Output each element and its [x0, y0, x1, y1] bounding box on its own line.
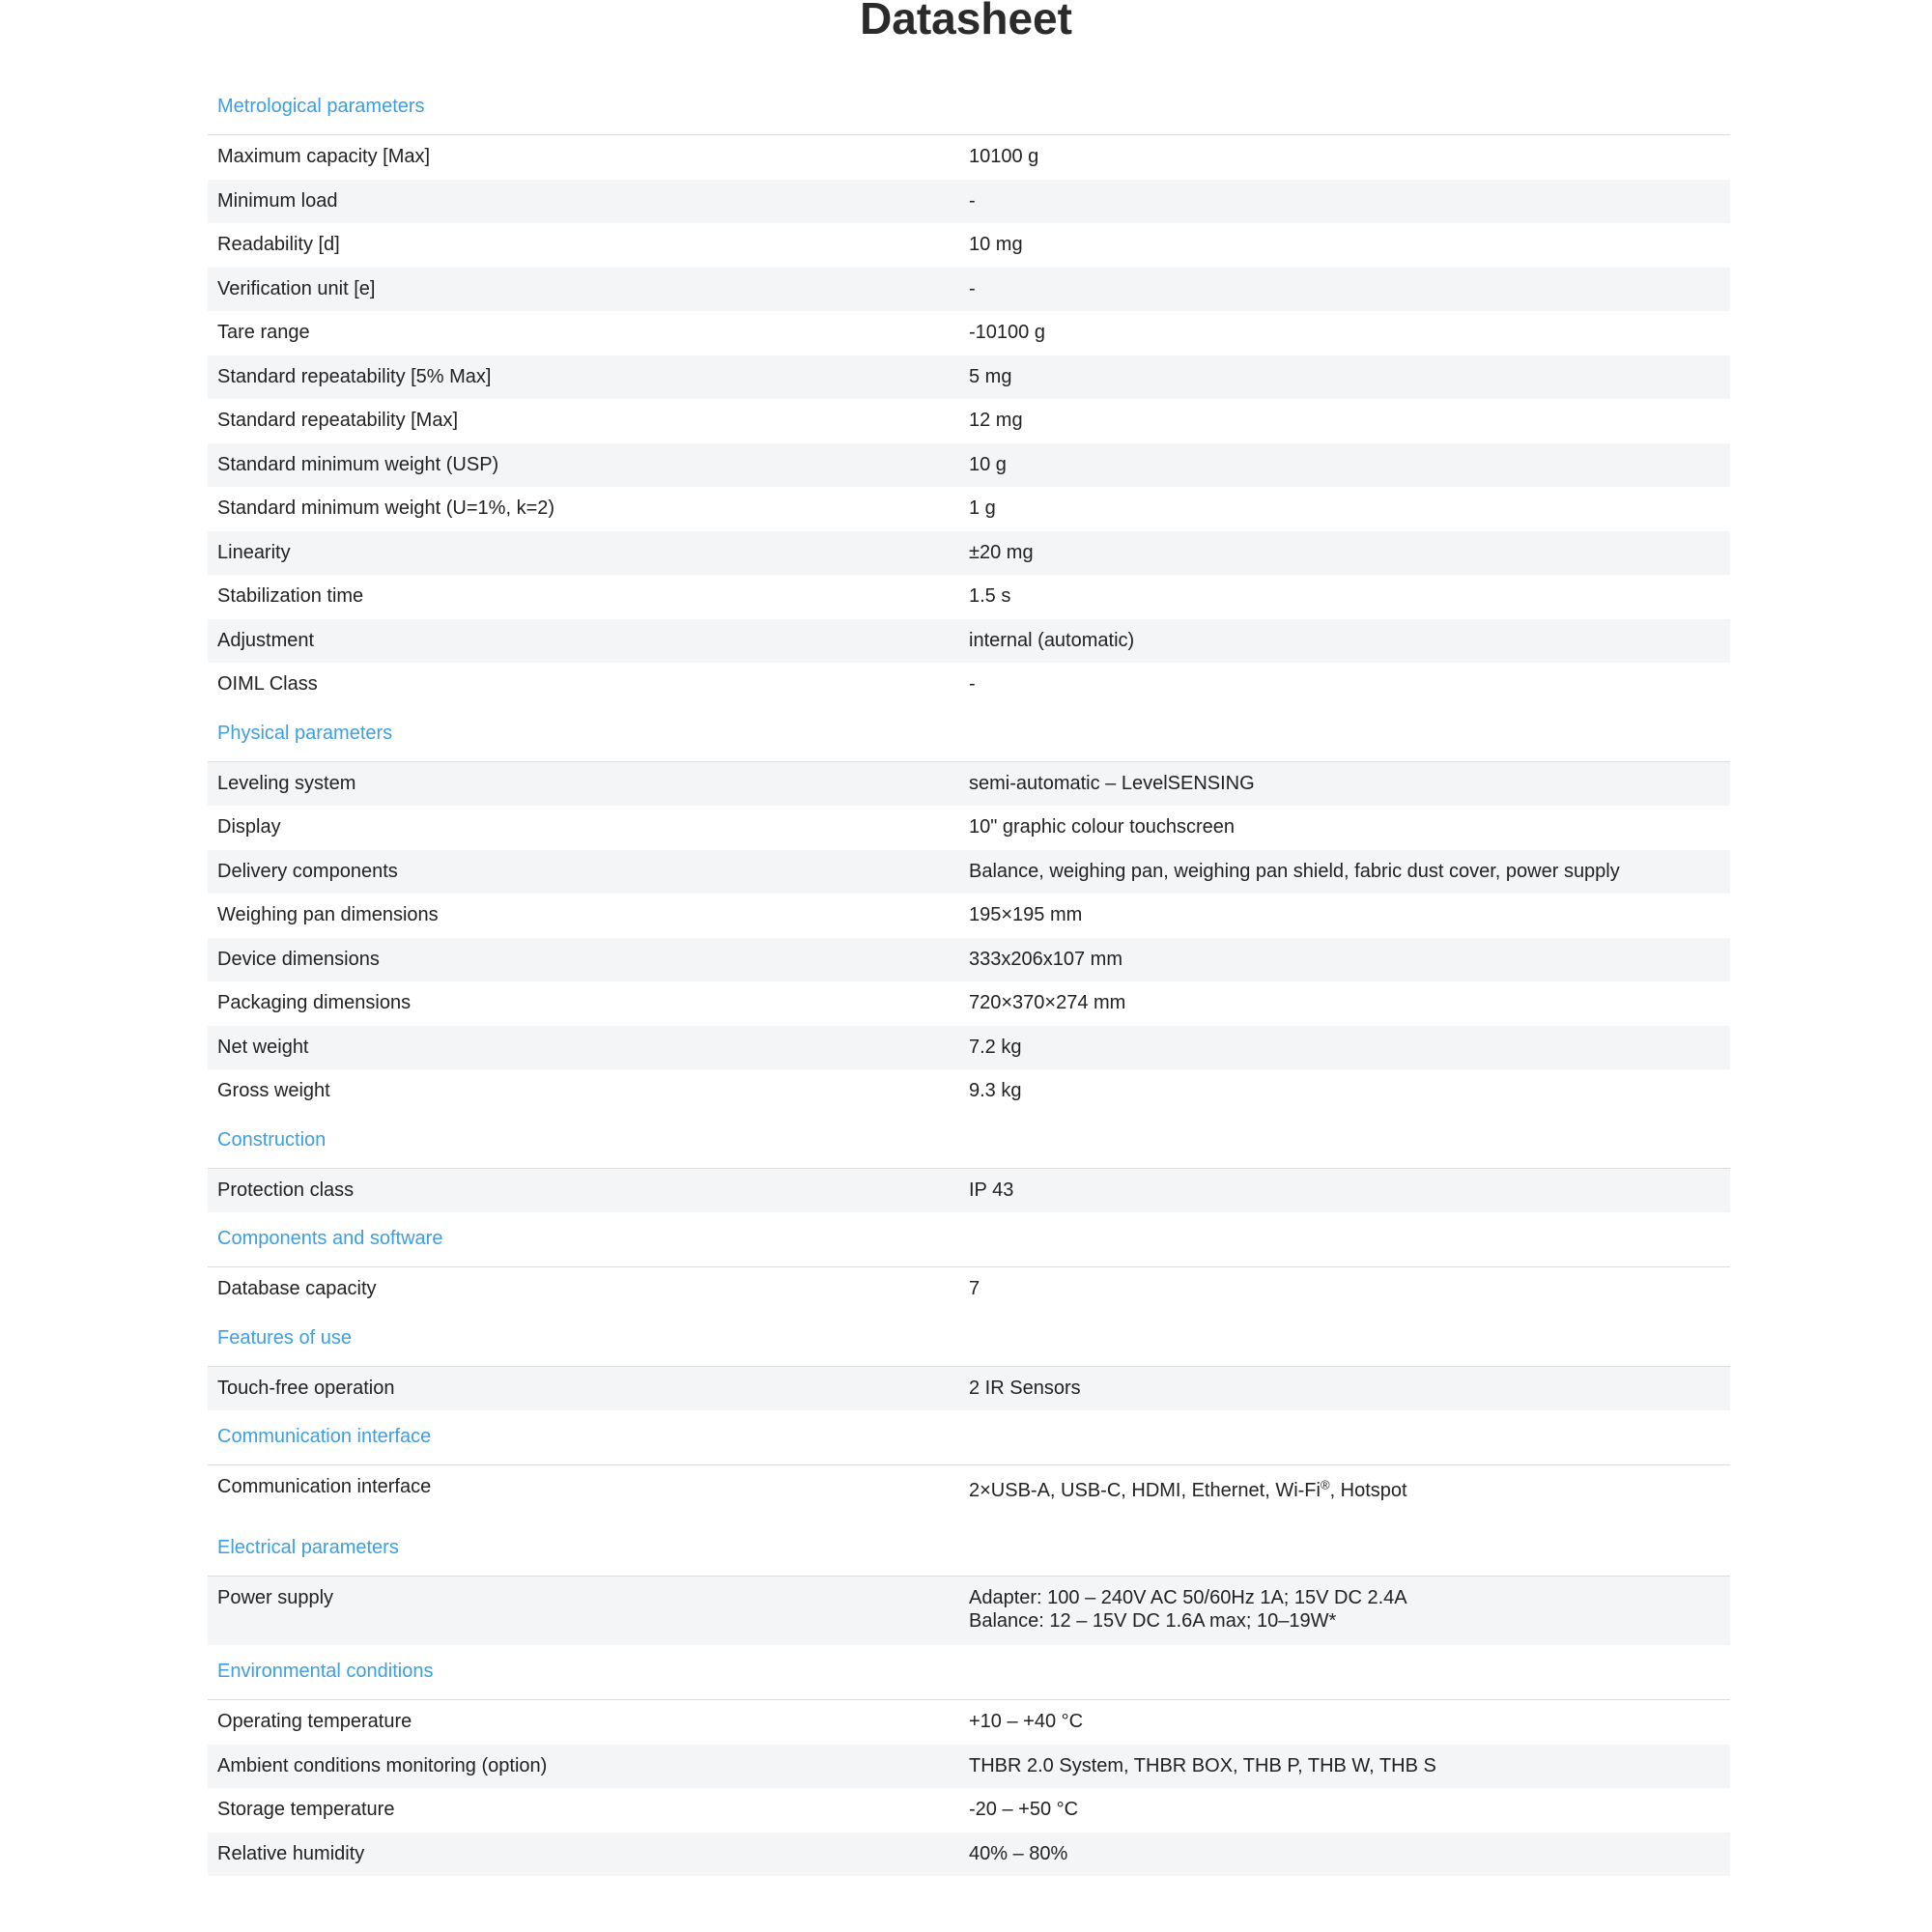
- row-value: ±20 mg: [969, 541, 1034, 563]
- section-heading-label: Construction: [217, 1128, 327, 1151]
- page-title: Datasheet: [860, 0, 1072, 43]
- row-value: [969, 1577, 1730, 1645]
- section-heading-label: Communication interface: [217, 1426, 432, 1447]
- row-label: Operating temperature: [217, 1711, 412, 1732]
- row-value: -: [969, 277, 976, 299]
- table-row: [208, 268, 1730, 312]
- table-row: [208, 575, 1730, 619]
- row-label: Delivery components: [217, 860, 398, 882]
- row-value: -10100 g: [969, 322, 1045, 343]
- row-label: Gross weight: [217, 1080, 330, 1101]
- row-value: 10 g: [969, 453, 1007, 475]
- table-row: [208, 1026, 1730, 1070]
- row-label: Leveling system: [217, 772, 356, 794]
- row-value: IP 43: [969, 1179, 1014, 1201]
- section-heading-environmental: [208, 1645, 1730, 1700]
- table-row: [208, 399, 1730, 443]
- row-label: Standard minimum weight (USP): [217, 453, 499, 475]
- table-row: [208, 1577, 1730, 1645]
- table-row: [208, 1465, 1730, 1521]
- table-row: [208, 487, 1730, 531]
- row-value: -: [969, 673, 976, 695]
- row-value: 12 mg: [969, 410, 1023, 431]
- row-value: 7.2 kg: [969, 1036, 1022, 1058]
- row-value: 10100 g: [969, 146, 1039, 167]
- row-label: Display: [217, 816, 281, 838]
- row-label: Standard minimum weight (U=1%, k=2): [217, 497, 555, 519]
- row-label: Communication interface: [217, 1476, 432, 1497]
- table-row: [208, 850, 1730, 895]
- table-row: [208, 762, 1730, 807]
- row-label: Verification unit [e]: [217, 277, 376, 299]
- row-value: Balance, weighing pan, weighing pan shield, fabric dust cover, power supply: [969, 860, 1620, 882]
- table-row: [208, 619, 1730, 664]
- table-row: [208, 135, 1730, 180]
- registered-mark: ®: [1320, 1477, 1330, 1492]
- row-label: Standard repeatability [Max]: [217, 410, 459, 431]
- table-row: [208, 938, 1730, 982]
- row-label: Maximum capacity [Max]: [217, 146, 431, 167]
- table-row: [208, 1267, 1730, 1312]
- table-row: [208, 223, 1730, 268]
- row-value: semi-automatic – LevelSENSING: [969, 772, 1255, 794]
- row-label: Linearity: [217, 541, 291, 563]
- row-value: 2 IR Sensors: [969, 1377, 1081, 1399]
- row-label: Adjustment: [217, 629, 315, 651]
- row-label: Weighing pan dimensions: [217, 904, 439, 925]
- value-text: 2×USB-A, USB-C, HDMI, Ethernet, Wi-Fi: [969, 1480, 1321, 1501]
- table-row: [208, 806, 1730, 850]
- row-value: 5 mg: [969, 365, 1012, 387]
- section-heading-communication: [208, 1410, 1730, 1465]
- table-row: [208, 1367, 1730, 1411]
- table-row: [208, 180, 1730, 224]
- row-label: Stabilization time: [217, 585, 364, 607]
- table-row: [208, 1788, 1730, 1833]
- value-text: , Hotspot: [1329, 1480, 1407, 1501]
- section-heading-label: Features of use: [217, 1326, 352, 1349]
- table-row: [208, 894, 1730, 938]
- table-row: [208, 1169, 1730, 1213]
- row-label: Protection class: [217, 1179, 355, 1201]
- row-value: 720×370×274 mm: [969, 992, 1126, 1013]
- row-value: 7: [969, 1278, 980, 1299]
- row-label: Ambient conditions monitoring (option): [217, 1754, 548, 1776]
- table-row: [208, 443, 1730, 488]
- table-row: [208, 1745, 1730, 1789]
- section-heading-label: Metrological parameters: [217, 96, 425, 117]
- table-row: [208, 1069, 1730, 1114]
- row-label: Readability [d]: [217, 234, 340, 255]
- section-heading-label: Environmental conditions: [217, 1661, 434, 1682]
- row-label: Minimum load: [217, 189, 338, 212]
- row-value: internal (automatic): [969, 629, 1135, 651]
- section-heading-components: [208, 1212, 1730, 1267]
- row-value: 195×195 mm: [969, 904, 1083, 925]
- row-value: +10 – +40 °C: [969, 1711, 1084, 1732]
- row-label: Touch-free operation: [217, 1377, 395, 1399]
- section-heading-electrical: [208, 1521, 1730, 1577]
- row-value: 10 mg: [969, 234, 1023, 255]
- row-value: 9.3 kg: [969, 1080, 1022, 1101]
- row-label: Net weight: [217, 1036, 309, 1058]
- section-heading-label: Components and software: [217, 1228, 443, 1249]
- section-heading-features: [208, 1312, 1730, 1367]
- table-row: [208, 531, 1730, 576]
- section-heading-metrological: [208, 80, 1730, 135]
- row-label: Database capacity: [217, 1278, 377, 1299]
- section-heading-construction: [208, 1114, 1730, 1169]
- row-label: Device dimensions: [217, 948, 380, 970]
- table-row: [208, 311, 1730, 355]
- table-row: [208, 1833, 1730, 1877]
- row-value: [969, 1465, 1730, 1521]
- row-label: OIML Class: [217, 673, 318, 695]
- row-label: Relative humidity: [217, 1842, 365, 1864]
- row-value: 40% – 80%: [969, 1842, 1068, 1864]
- datasheet-table: [208, 80, 1730, 1876]
- table-row: [208, 663, 1730, 707]
- row-value: 1.5 s: [969, 585, 1011, 607]
- row-value: 1 g: [969, 497, 996, 519]
- row-value: -20 – +50 °C: [969, 1799, 1079, 1820]
- row-label: Standard repeatability [5% Max]: [217, 365, 492, 387]
- row-value: 333x206x107 mm: [969, 948, 1122, 970]
- section-heading-label: Physical parameters: [217, 722, 393, 744]
- row-value: THBR 2.0 System, THBR BOX, THB P, THB W, THB S: [969, 1754, 1436, 1776]
- row-label: Tare range: [217, 322, 310, 343]
- row-value: -: [969, 189, 976, 212]
- table-row: [208, 355, 1730, 400]
- row-label: Storage temperature: [217, 1799, 395, 1820]
- row-value: 10" graphic colour touchscreen: [969, 816, 1236, 838]
- row-label: Power supply: [217, 1587, 334, 1608]
- row-label: Packaging dimensions: [217, 992, 412, 1013]
- section-heading-label: Electrical parameters: [217, 1537, 399, 1558]
- value-line: Adapter: 100 – 240V AC 50/60Hz 1A; 15V DC 2.4A: [969, 1587, 1407, 1608]
- table-row: [208, 1700, 1730, 1745]
- section-heading-physical: [208, 707, 1730, 762]
- value-line: Balance: 12 – 15V DC 1.6A max; 10–19W*: [969, 1610, 1337, 1632]
- table-row: [208, 981, 1730, 1026]
